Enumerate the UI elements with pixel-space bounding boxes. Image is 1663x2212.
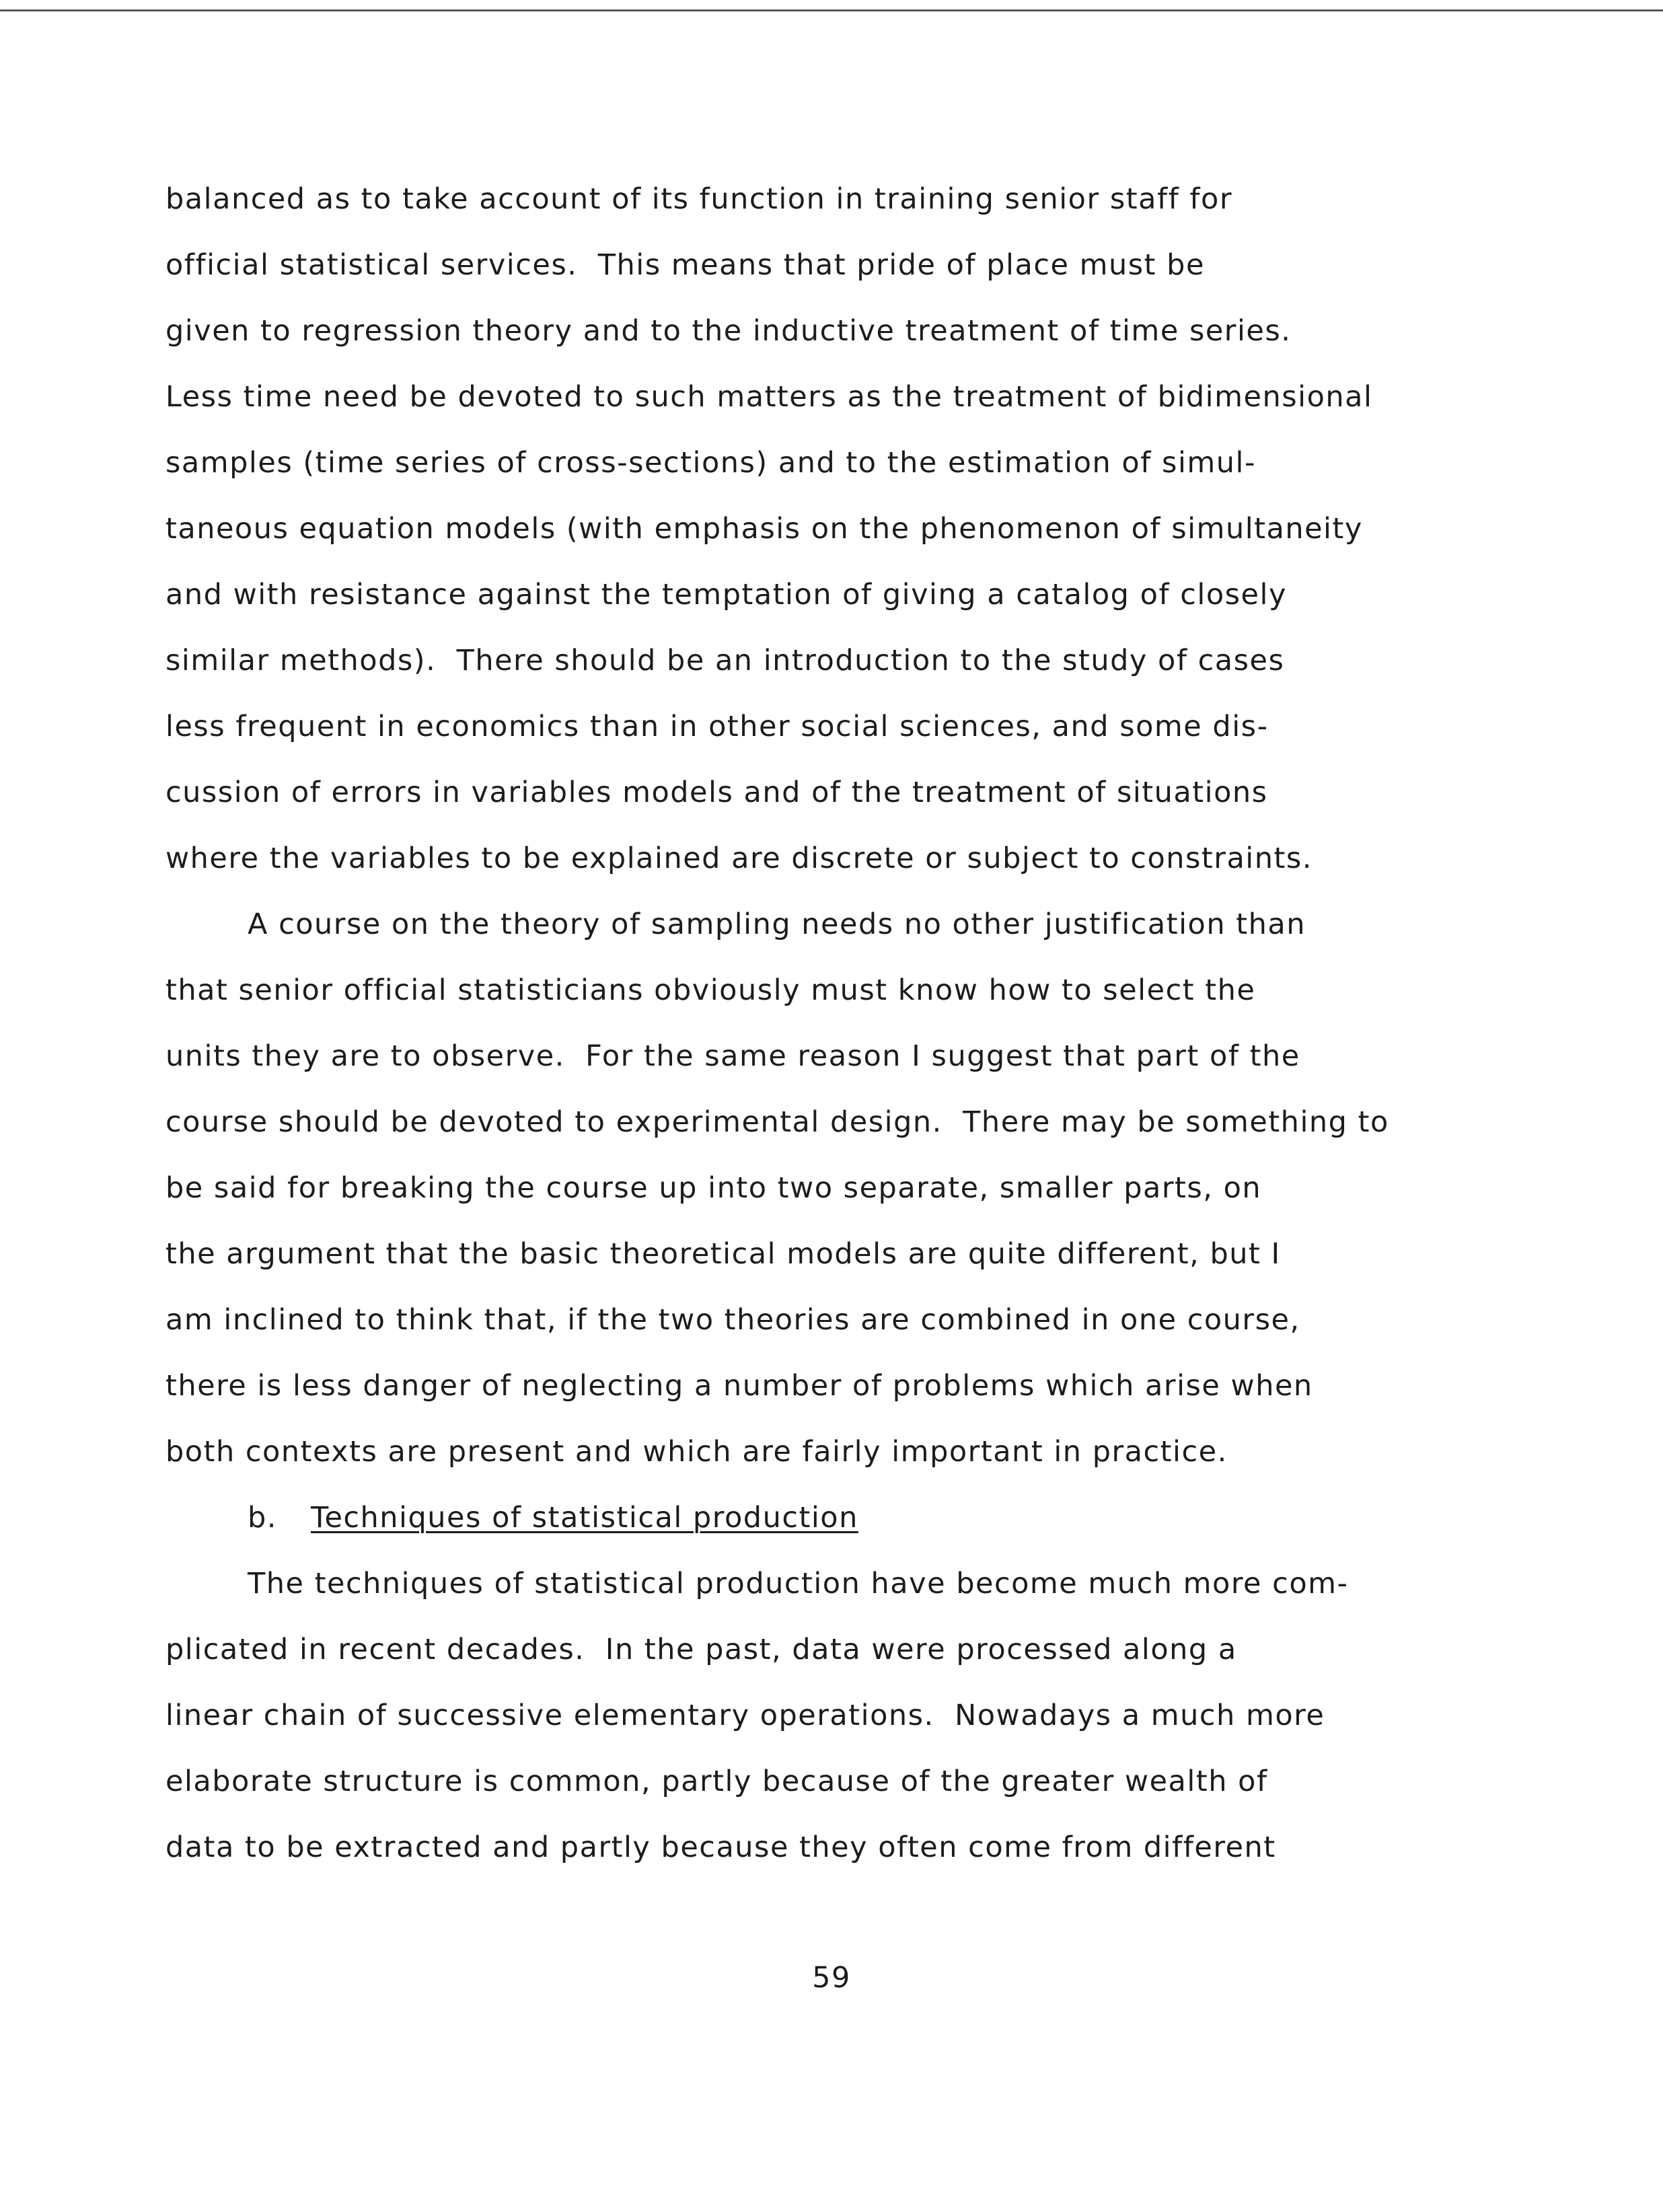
paragraph-2-line: both contexts are present and which are fairly important in practice. (165, 1435, 1228, 1469)
paragraph-3-line: The techniques of statistical production have become much more com- (248, 1567, 1349, 1600)
paragraph-3-line: elaborate structure is common, partly because of the greater wealth of (165, 1765, 1268, 1798)
paragraph-2-line: there is less danger of neglecting a number of problems which arise when (165, 1369, 1313, 1403)
paragraph-3-line: plicated in recent decades. In the past, data were processed along a (165, 1633, 1237, 1666)
paragraph-2-line: be said for breaking the course up into two separate, smaller parts, on (165, 1171, 1262, 1205)
paragraph-1-line: and with resistance against the temptation of giving a catalog of closely (165, 578, 1287, 612)
paragraph-1-line: cussion of errors in variables models and of the treatment of situations (165, 776, 1268, 809)
paragraph-2-line: the argument that the basic theoretical models are quite different, but I (165, 1237, 1281, 1271)
paragraph-1-line: where the variables to be explained are discrete or subject to constraints. (165, 842, 1313, 875)
paragraph-2-line: course should be devoted to experimental design. There may be something to (165, 1105, 1389, 1139)
paragraph-1-line: similar methods). There should be an introduction to the study of cases (165, 644, 1285, 677)
section-heading-title: Techniques of statistical production (311, 1501, 858, 1535)
section-heading-letter: b. (248, 1501, 277, 1535)
paragraph-3-line: data to be extracted and partly because they often come from different (165, 1831, 1276, 1864)
paragraph-1-line: given to regression theory and to the inductive treatment of time series. (165, 314, 1292, 348)
paragraph-1-line: official statistical services. This means that pride of place must be (165, 248, 1205, 282)
paragraph-1-line: less frequent in economics than in other social sciences, and some dis- (165, 710, 1269, 743)
paragraph-1-line: taneous equation models (with emphasis on the phenomenon of simultaneity (165, 512, 1363, 546)
paragraph-3-line: linear chain of successive elementary operations. Nowadays a much more (165, 1699, 1325, 1732)
paragraph-1-line: samples (time series of cross-sections) and to the estimation of simul- (165, 446, 1256, 480)
paragraph-1-line: Less time need be devoted to such matters as the treatment of bidimensional (165, 380, 1373, 414)
paragraph-2-line: units they are to observe. For the same reason I suggest that part of the (165, 1039, 1300, 1073)
paragraph-2-line: am inclined to think that, if the two theories are combined in one course, (165, 1303, 1300, 1337)
paragraph-2-line: A course on the theory of sampling needs no other justification than (248, 908, 1306, 941)
paragraph-2-line: that senior official statisticians obviously must know how to select the (165, 973, 1256, 1007)
page-number: 59 (812, 1961, 851, 1995)
paragraph-1-line: balanced as to take account of its function in training senior staff for (165, 182, 1233, 216)
